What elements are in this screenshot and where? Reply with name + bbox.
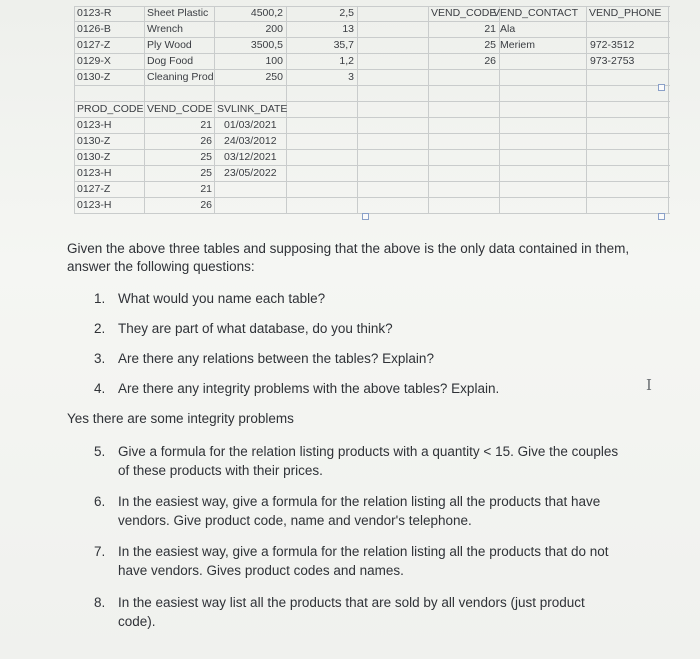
resize-handle-icon[interactable] bbox=[362, 213, 369, 220]
question-number: 6. bbox=[94, 494, 106, 509]
product-qty: 35,7 bbox=[333, 39, 354, 51]
grid-line bbox=[74, 165, 670, 166]
link-prod: 0130-Z bbox=[77, 135, 111, 147]
grid-line bbox=[428, 6, 429, 213]
link-prod: 0123-H bbox=[77, 119, 112, 131]
question-text-line2: have vendors. Gives product codes and names. bbox=[118, 563, 404, 578]
link-vend: 26 bbox=[200, 135, 212, 147]
grid-line bbox=[357, 6, 358, 213]
product-code: 0129-X bbox=[77, 55, 111, 67]
grid-line bbox=[74, 213, 670, 214]
product-price: 4500,2 bbox=[250, 7, 283, 19]
link-vend: 25 bbox=[200, 151, 212, 163]
text-cursor-icon: I bbox=[646, 376, 652, 394]
link-date: 03/12/2021 bbox=[224, 151, 277, 163]
product-code: 0126-B bbox=[77, 23, 111, 35]
question-4 bbox=[94, 379, 654, 398]
grid-line bbox=[586, 6, 587, 213]
spreadsheet-area bbox=[0, 0, 700, 225]
question-text-line2: of these products with their prices. bbox=[118, 463, 323, 478]
product-qty: 1,2 bbox=[339, 55, 354, 67]
vendor-header-phone: VEND_PHONE bbox=[589, 7, 662, 19]
product-name: Cleaning Prod bbox=[147, 71, 214, 83]
grid-line bbox=[74, 133, 670, 134]
grid-line bbox=[144, 6, 145, 213]
grid-line bbox=[74, 149, 670, 150]
question-text: Are there any relations between the tables? Explain? bbox=[118, 351, 434, 366]
vendor-phone: 972-3512 bbox=[590, 39, 635, 51]
product-price: 3500,5 bbox=[250, 39, 283, 51]
product-qty: 13 bbox=[342, 23, 354, 35]
question-text-line1: In the easiest way, give a formula for the relation listing all the products that do not bbox=[118, 544, 609, 559]
product-code: 0127-Z bbox=[77, 39, 111, 51]
vendor-code: 26 bbox=[484, 55, 496, 67]
link-vend: 21 bbox=[200, 119, 212, 131]
product-name: Ply Wood bbox=[147, 39, 192, 51]
link-prod: 0127-Z bbox=[77, 183, 111, 195]
link-header-prod: PROD_CODE bbox=[77, 103, 144, 115]
intro-paragraph: Given the above three tables and supposing that the above is the only data contained in them, answer the following questions: bbox=[67, 241, 630, 274]
grid-line bbox=[214, 6, 215, 213]
link-header-date: SVLINK_DATE bbox=[217, 103, 288, 115]
product-qty: 3 bbox=[348, 71, 354, 83]
question-text-line1: Give a formula for the relation listing products with a quantity < 15. Give the couples bbox=[118, 444, 619, 459]
question-6 bbox=[94, 492, 684, 530]
product-name: Wrench bbox=[147, 23, 183, 35]
link-prod: 0123-H bbox=[77, 167, 112, 179]
link-header-vend: VEND_CODE bbox=[147, 103, 213, 115]
vendor-header-contact: VEND_CONTACT bbox=[493, 7, 578, 19]
question-text-line2: vendors. Give product code, name and vendor's telephone. bbox=[118, 513, 472, 528]
question-8 bbox=[94, 593, 684, 631]
link-vend: 21 bbox=[200, 183, 212, 195]
grid-line bbox=[74, 181, 670, 182]
resize-handle-icon[interactable] bbox=[658, 213, 665, 220]
vendor-code: 21 bbox=[484, 23, 496, 35]
link-date: 23/05/2022 bbox=[224, 167, 277, 179]
link-prod: 0130-Z bbox=[77, 151, 111, 163]
question-text-line1: In the easiest way list all the products that are sold by all vendors (just product bbox=[118, 595, 585, 610]
question-number: 2. bbox=[94, 321, 106, 336]
vendor-code: 25 bbox=[484, 39, 496, 51]
question-text: What would you name each table? bbox=[118, 291, 326, 306]
answer-text[interactable]: Yes there are some integrity problems bbox=[67, 411, 294, 426]
question-3 bbox=[94, 349, 654, 368]
question-5 bbox=[94, 442, 684, 480]
grid-line bbox=[74, 85, 670, 86]
link-vend: 25 bbox=[200, 167, 212, 179]
link-date: 01/03/2021 bbox=[224, 119, 277, 131]
product-qty: 2,5 bbox=[339, 7, 354, 19]
question-text: Are there any integrity problems with the above tables? Explain. bbox=[118, 381, 500, 396]
product-price: 200 bbox=[265, 23, 283, 35]
product-price: 250 bbox=[265, 71, 283, 83]
question-text-line1: In the easiest way, give a formula for the relation listing all the products that have bbox=[118, 494, 601, 509]
grid-line bbox=[74, 197, 670, 198]
question-text-line2: code). bbox=[118, 614, 156, 629]
link-prod: 0123-H bbox=[77, 199, 112, 211]
link-date: 24/03/2012 bbox=[224, 135, 277, 147]
vendor-contact: Ala bbox=[500, 23, 516, 35]
question-number: 1. bbox=[94, 291, 106, 306]
question-text: They are part of what database, do you think? bbox=[118, 321, 393, 336]
product-code: 0123-R bbox=[77, 7, 112, 19]
vendor-phone: 973-2753 bbox=[590, 55, 635, 67]
question-7 bbox=[94, 542, 684, 580]
link-vend: 26 bbox=[200, 199, 212, 211]
question-1 bbox=[94, 289, 654, 308]
vendor-contact: Meriem bbox=[500, 39, 536, 51]
product-name: Dog Food bbox=[147, 55, 194, 67]
grid-line bbox=[74, 117, 670, 118]
product-name: Sheet Plastic bbox=[147, 7, 209, 19]
question-number: 7. bbox=[94, 544, 106, 559]
question-number: 8. bbox=[94, 595, 106, 610]
question-2 bbox=[94, 319, 654, 338]
question-number: 5. bbox=[94, 444, 106, 459]
grid-line bbox=[668, 6, 669, 213]
resize-handle-icon[interactable] bbox=[658, 84, 665, 91]
product-price: 100 bbox=[265, 55, 283, 67]
question-number: 3. bbox=[94, 351, 106, 366]
product-code: 0130-Z bbox=[77, 71, 111, 83]
grid-line bbox=[74, 6, 75, 213]
vendor-header-code: VEND_CODE bbox=[431, 7, 497, 19]
question-number: 4. bbox=[94, 381, 106, 396]
